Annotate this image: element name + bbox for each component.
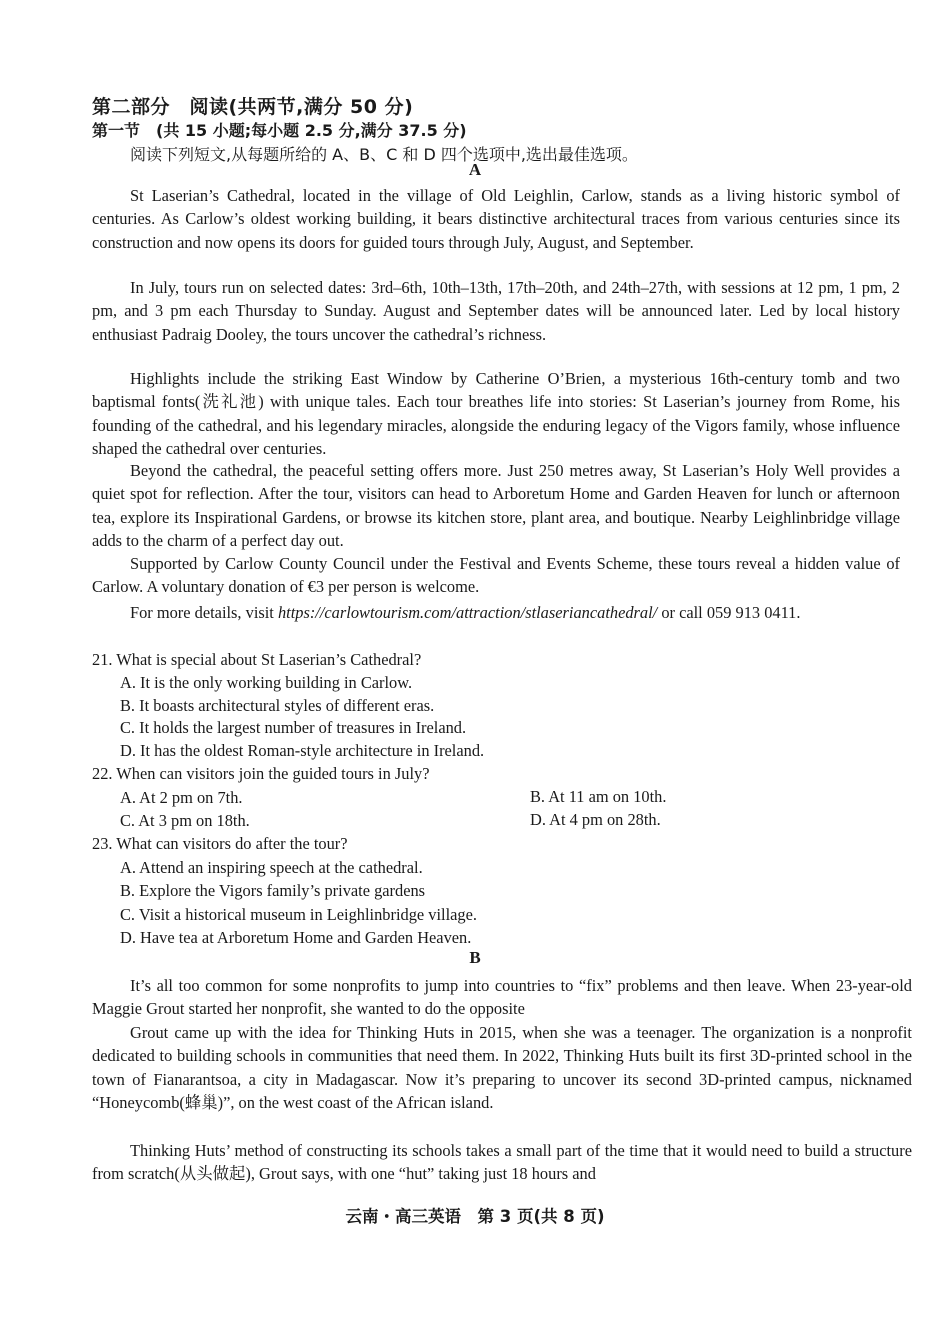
question-22-option-a: A. At 2 pm on 7th. — [120, 788, 243, 807]
passage-b-paragraph-2: Grout came up with the idea for Thinking Huts in 2015, when she was a teenager. The organization is a nonprofit dedicated to building schools in communities that need them. In 2022, Thinking Huts built its first 3D-printed school in the town of Fianarantsoa, a city in Madagascar. Now it’s preparing to uncover its second 3D-printed campus, nicknamed “Honeycomb(蜂巢)”, on the west coast of the African island. — [92, 1023, 912, 1112]
passage-a-paragraph-4: Beyond the cathedral, the peaceful setting offers more. Just 250 metres away, St Laserian’s Holy Well provides a quiet spot for reflection. After the tour, visitors can head to Arboretum Home and Garden Heaven for lunch or afternoon tea, explore its Inspirational Gardens, or browse its kitchen store, plant area, and boutique. Nearby Leighlinbridge village adds to the charm of a perfect day out. — [92, 461, 900, 550]
question-21-option-a: A. It is the only working building in Carlow. — [120, 673, 413, 692]
question-22-option-d: D. At 4 pm on 28th. — [530, 810, 661, 829]
section-title: 第二部分 阅读(共两节,满分 50 分) — [92, 96, 414, 118]
instruction-text: 阅读下列短文,从每题所给的 A、B、C 和 D 四个选项中,选出最佳选项。 — [130, 145, 638, 164]
passage-a-paragraph-5: Supported by Carlow County Council under the Festival and Events Scheme, these tours reveal a hidden value of Carlow. A voluntary donation of €3 per person is welcome. — [92, 554, 900, 597]
question-23-option-c: C. Visit a historical museum in Leighlinbridge village. — [120, 905, 477, 924]
details-text: For more details, visit — [130, 603, 278, 622]
question-22-stem: 22. When can visitors join the guided tours in July? — [92, 764, 430, 783]
passage-b-paragraph-3: Thinking Huts’ method of constructing its schools takes a small part of the time that it would need to build a structure from scratch(从头做起), Grout says, with one “hut” taking just 18 hours and — [92, 1141, 912, 1184]
passage-a-paragraph-2: In July, tours run on selected dates: 3rd–6th, 10th–13th, 17th–20th, and 24th–27th, with sessions at 12 pm, 1 pm, 2 pm, and 3 pm each Thursday to Sunday. August and September dates will be announced later. Led by local history enthusiast Padraig Dooley, the tours uncover the cathedral’s richness. — [92, 278, 900, 344]
tourism-url: https://carlowtourism.com/attraction/stlaseriancathedral/ — [277, 603, 658, 622]
question-23-option-b: B. Explore the Vigors family’s private gardens — [120, 881, 426, 900]
passage-b-letter: B — [469, 948, 481, 967]
passage-a-paragraph-1: St Laserian’s Cathedral, located in the village of Old Leighlin, Carlow, stands as a living historic symbol of centuries. As Carlow’s oldest working building, it bears distinctive architectural traces from various centuries since its construction and now opens its doors for guided tours through July, August, and September. — [92, 186, 900, 252]
question-21-option-d: D. It has the oldest Roman-style architecture in Ireland. — [120, 741, 485, 760]
passage-a-paragraph-6 — [92, 601, 900, 624]
passage-a-paragraph-3: Highlights include the striking East Window by Catherine O’Brien, a mysterious 16th-century tomb and two baptismal fonts(洗礼池) with unique tales. Each tour breathes life into stories: St Laserian’s journey from Rome, his founding of the cathedral, and his legendary miracles, alongside the enduring legacy of the Vigors family, whose influence shaped the cathedral over centuries. — [92, 369, 900, 458]
passage-a-letter: A — [468, 160, 482, 179]
question-21-option-c: C. It holds the largest number of treasures in Ireland. — [120, 718, 467, 737]
question-23-stem: 23. What can visitors do after the tour? — [92, 834, 348, 853]
question-23-option-d: D. Have tea at Arboretum Home and Garden Heaven. — [120, 928, 472, 947]
section-subtitle: 第一节 (共 15 小题;每小题 2.5 分,满分 37.5 分) — [92, 121, 467, 140]
question-22-option-b: B. At 11 am on 10th. — [530, 787, 667, 806]
question-21-option-b: B. It boasts architectural styles of different eras. — [120, 696, 435, 715]
page-footer: 云南・高三英语 第 3 页(共 8 页) — [345, 1207, 605, 1226]
passage-b-paragraph-1: It’s all too common for some nonprofits to jump into countries to “fix” problems and then leave. When 23-year-old Maggie Grout started her nonprofit, she wanted to do the opposite — [92, 976, 912, 1019]
question-22-option-c: C. At 3 pm on 18th. — [120, 811, 250, 830]
question-23-option-a: A. Attend an inspiring speech at the cathedral. — [120, 858, 423, 877]
question-21-stem: 21. What is special about St Laserian’s Cathedral? — [92, 650, 422, 669]
phone-text: or call 059 913 0411. — [657, 603, 801, 622]
